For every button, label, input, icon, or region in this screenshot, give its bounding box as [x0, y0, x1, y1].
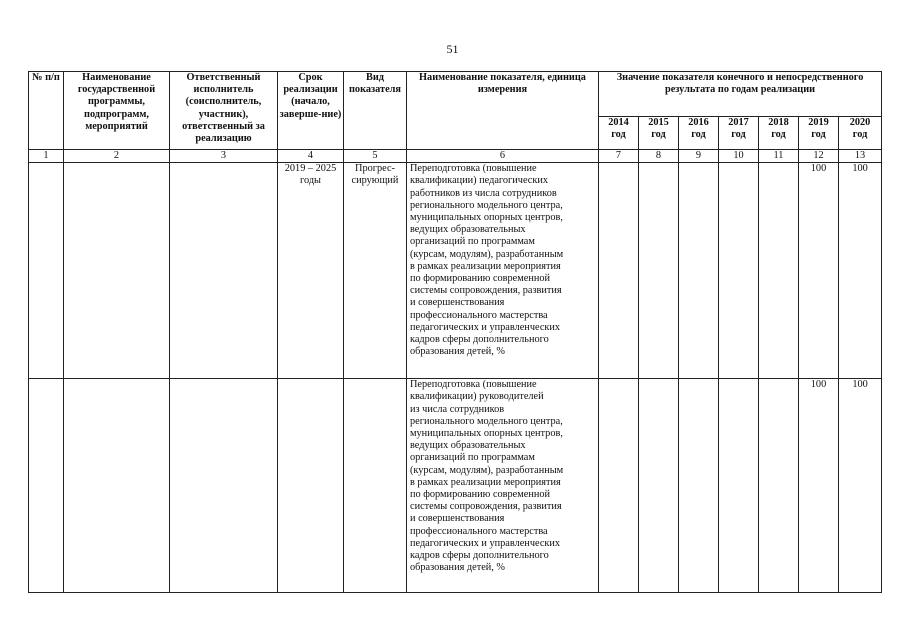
cell-executor	[170, 163, 278, 379]
indicator-text-line: ведущих образовательных	[410, 224, 526, 236]
column-number: 9	[679, 150, 719, 163]
column-number: 4	[278, 150, 344, 163]
indicator-text-line: профессионального мастерства	[410, 525, 548, 537]
column-number: 2	[64, 150, 170, 163]
header-year-2	[679, 117, 719, 150]
header-executor: Ответственный исполнитель (соисполнитель, участник), ответственный за реализацию	[170, 72, 278, 150]
cell-value-2016	[679, 163, 719, 379]
cell-value-2020: 100	[839, 163, 882, 379]
indicator-text-line: по формированию современной	[410, 489, 551, 501]
cell-value-2015	[639, 379, 679, 593]
page-number: 51	[446, 42, 459, 56]
indicator-text-line: педагогических и управленческих	[410, 321, 561, 333]
header-year-1	[639, 117, 679, 150]
header-year-value: 2017	[728, 117, 749, 128]
header-year-value: 2016	[688, 117, 709, 128]
indicator-text-line: организаций по программам	[410, 236, 535, 248]
cell-value-2018	[759, 163, 799, 379]
cell-value-2016	[679, 379, 719, 593]
column-number: 7	[599, 150, 639, 163]
column-number: 1	[29, 150, 64, 163]
cell-value-2015	[639, 163, 679, 379]
indicator-text-line: ведущих образовательных	[410, 440, 526, 452]
header-type: Вид показателя	[344, 72, 407, 150]
header-period: Срок реализации (начало, заверше-ние)	[278, 72, 344, 150]
indicator-text-line: муниципальных опорных центров,	[410, 428, 563, 440]
column-number: 11	[759, 150, 799, 163]
header-values-group: Значение показателя конечного и непосредственного результата по годам реализации	[599, 72, 882, 117]
table-row	[29, 379, 882, 593]
cell-type: Прогрес-сирующий	[344, 163, 407, 379]
column-number: 6	[407, 150, 599, 163]
indicator-text-line: регионального модельного центра,	[410, 199, 563, 211]
indicator-text-line: Переподготовка (повышение	[410, 163, 537, 175]
cell-value-2018	[759, 379, 799, 593]
indicator-text-line: и совершенствования	[410, 297, 505, 309]
column-number: 12	[799, 150, 839, 163]
header-year-unit: год	[731, 129, 746, 141]
cell-indicator	[407, 379, 599, 593]
column-number: 13	[839, 150, 882, 163]
indicators-table	[28, 71, 882, 593]
header-year-unit: год	[852, 129, 868, 141]
header-year-value: 2019	[808, 117, 829, 128]
indicator-text-line: по формированию современной	[410, 273, 551, 285]
column-number: 10	[719, 150, 759, 163]
header-year-value: 2014	[608, 117, 629, 128]
column-number: 3	[170, 150, 278, 163]
column-number: 8	[639, 150, 679, 163]
header-year-3	[719, 117, 759, 150]
header-year-0	[599, 117, 639, 150]
indicator-text-line: организаций по программам	[410, 452, 535, 464]
column-number: 5	[344, 150, 407, 163]
indicator-text-line: и совершенствования	[410, 513, 505, 525]
indicator-text-line: в рамках реализации мероприятия	[410, 476, 561, 488]
cell-value-2014	[599, 379, 639, 593]
table-row	[29, 163, 882, 379]
indicator-text-line: работников из числа сотрудников	[410, 187, 557, 199]
cell-num	[29, 163, 64, 379]
indicator-text-line: системы сопровождения, развития	[410, 501, 562, 513]
indicator-text-line: образования детей, %	[410, 562, 506, 574]
header-year-unit: год	[771, 129, 786, 141]
indicator-text-line: квалификации) руководителей	[410, 391, 544, 403]
indicator-text-line: из числа сотрудников	[410, 403, 505, 415]
header-year-4	[759, 117, 799, 150]
cell-type	[344, 379, 407, 593]
indicator-text-line: квалификации) педагогических	[410, 175, 549, 187]
indicator-text-line: педагогических и управленческих	[410, 537, 561, 549]
header-year-unit: год	[651, 129, 666, 141]
indicator-text-line: (курсам, модулям), разработанным	[410, 464, 564, 476]
indicator-text-line: кадров сферы дополнительного	[410, 334, 549, 346]
header-program: Наименование государственной программы, подпрограмм, мероприятий	[64, 72, 170, 150]
cell-value-2019: 100	[799, 379, 839, 593]
cell-value-2014	[599, 163, 639, 379]
cell-program	[64, 163, 170, 379]
indicator-text-line: (курсам, модулям), разработанным	[410, 248, 564, 260]
cell-period	[278, 379, 344, 593]
indicator-text-line: образования детей, %	[410, 346, 506, 358]
cell-value-2017	[719, 379, 759, 593]
indicator-text-line: регионального модельного центра,	[410, 415, 563, 427]
cell-value-2017	[719, 163, 759, 379]
header-year-value: 2015	[648, 117, 669, 128]
cell-executor	[170, 379, 278, 593]
header-year-value: 2020	[849, 117, 871, 128]
cell-indicator	[407, 163, 599, 379]
indicator-text-line: системы сопровождения, развития	[410, 285, 562, 297]
header-num: № п/п	[29, 72, 64, 150]
indicator-text-line: муниципальных опорных центров,	[410, 212, 563, 224]
cell-num	[29, 379, 64, 593]
header-indicator: Наименование показателя, единица измерения	[407, 72, 599, 150]
indicator-text-line: Переподготовка (повышение	[410, 379, 537, 391]
header-year-5	[799, 117, 839, 150]
cell-value-2019: 100	[799, 163, 839, 379]
cell-program	[64, 379, 170, 593]
header-year-unit: год	[811, 129, 826, 141]
indicator-text-line: кадров сферы дополнительного	[410, 550, 549, 562]
header-year-unit: год	[691, 129, 706, 141]
header-year-unit: год	[611, 129, 626, 141]
indicator-text-line: профессионального мастерства	[410, 309, 548, 321]
header-year-6	[839, 117, 882, 150]
header-year-value: 2018	[768, 117, 789, 128]
cell-value-2020: 100	[839, 379, 882, 593]
cell-period: 2019 – 2025 годы	[278, 163, 344, 379]
indicator-text-line: в рамках реализации мероприятия	[410, 260, 561, 272]
